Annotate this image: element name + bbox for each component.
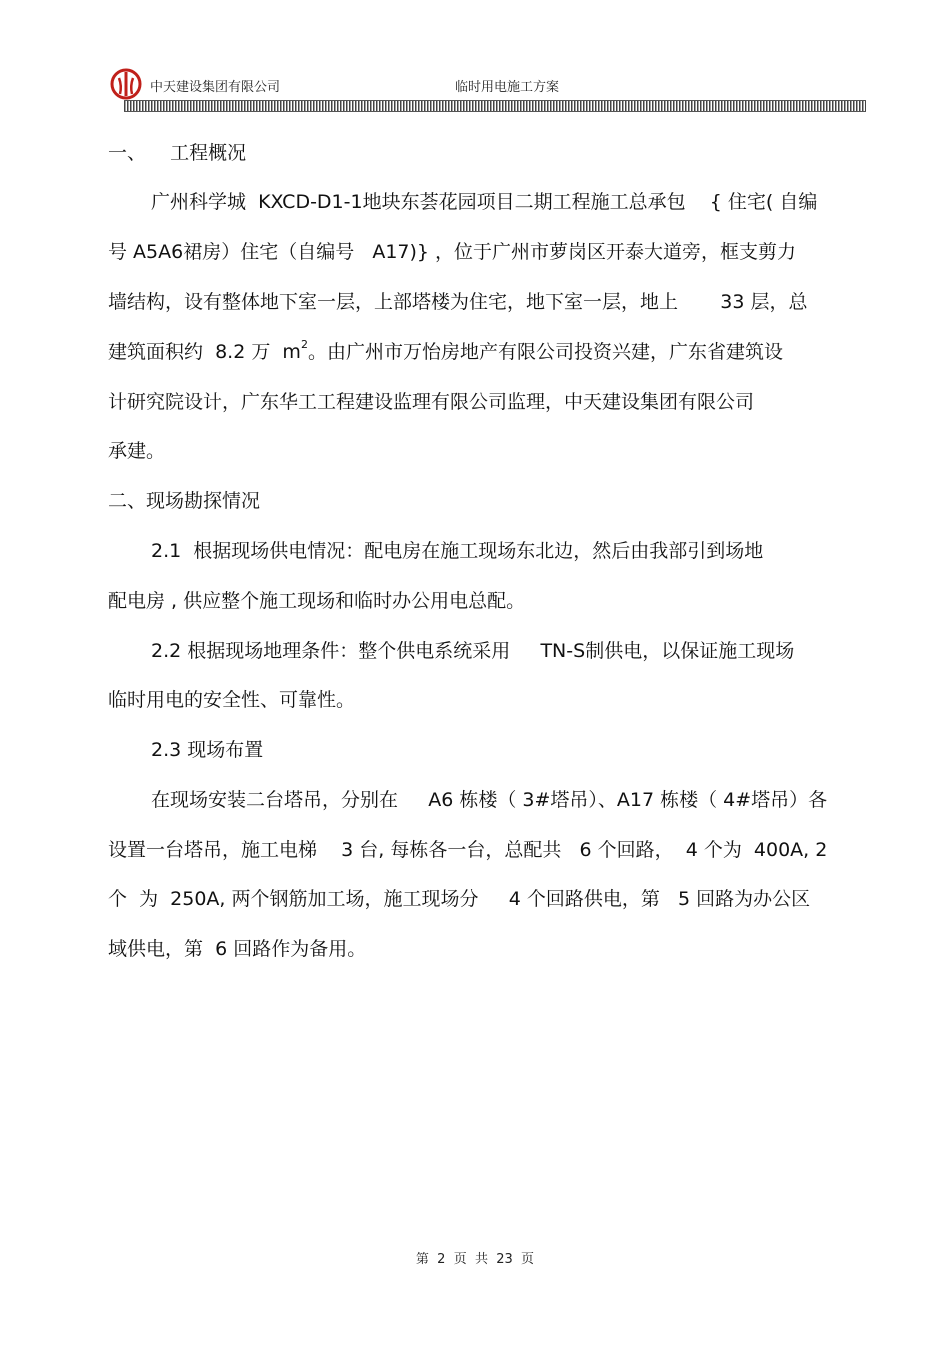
header-rule [124, 100, 866, 112]
paragraph-5-line-3: 个 为 250A, 两个钢筋加工场，施工现场分 4 个回路供电，第 5 回路为办公区 [108, 888, 811, 910]
paragraph-1-line-5: 计研究院设计，广东华工工程建设监理有限公司监理，中天建设集团有限公司 [108, 391, 755, 413]
company-logo-icon [110, 68, 142, 100]
section-heading-1: 一、 工程概况 [108, 142, 247, 164]
paragraph-5-line-4: 域供电，第 6 回路作为备用。 [108, 938, 367, 960]
paragraph-5-line-2: 设置一台塔吊，施工电梯 3 台, 每栋各一台，总配共 6 个回路， 4 个为 400A, 2 [108, 839, 828, 861]
paragraph-2-line-1: 2.1 根据现场供电情况：配电房在施工现场东北边，然后由我部引到场地 [151, 540, 764, 562]
page-header [110, 68, 870, 118]
paragraph-3-line-2: 临时用电的安全性、可靠性。 [108, 689, 356, 711]
paragraph-1-line-6: 承建。 [108, 440, 166, 462]
area-text: 建筑面积约 8.2 万 m [108, 341, 301, 363]
page-number: 第 2 页 共 23 页 [415, 1252, 535, 1267]
paragraph-2-line-2: 配电房 , 供应整个施工现场和临时办公用电总配。 [108, 590, 526, 612]
paragraph-1-line-1: 广州科学城 KXCD-D1-1地块东荟花园项目二期工程施工总承包 { 住宅( 自编 [151, 191, 818, 213]
subsection-heading: 2.3 现场布置 [151, 739, 264, 761]
paragraph-1-line-3: 墙结构，设有整体地下室一层，上部塔楼为住宅，地下室一层，地上 33 层，总 [108, 291, 808, 313]
section-heading-2: 二、现场勘探情况 [108, 490, 261, 512]
superscript-2: 2 [300, 338, 308, 351]
paragraph-1-line-4 [108, 338, 783, 363]
paragraph-5-line-1: 在现场安装二台塔吊，分别在 A6 栋楼（ 3#塔吊）、A17 栋楼（ 4#塔吊）各 [151, 789, 828, 811]
company-name: 中天建设集团有限公司 [150, 80, 281, 95]
paragraph-3-line-1: 2.2 根据现场地理条件：整个供电系统采用 TN-S制供电，以保证施工现场 [151, 640, 795, 662]
document-title: 临时用电施工方案 [455, 80, 560, 95]
paragraph-1-line-2: 号 A5A6裙房）住宅（自编号 A17)} ，位于广州市萝岗区开泰大道旁，框支剪力 [108, 241, 797, 263]
paragraph-1-line-4-rest: 。由广州市万怡房地产有限公司投资兴建，广东省建筑设 [307, 341, 783, 363]
